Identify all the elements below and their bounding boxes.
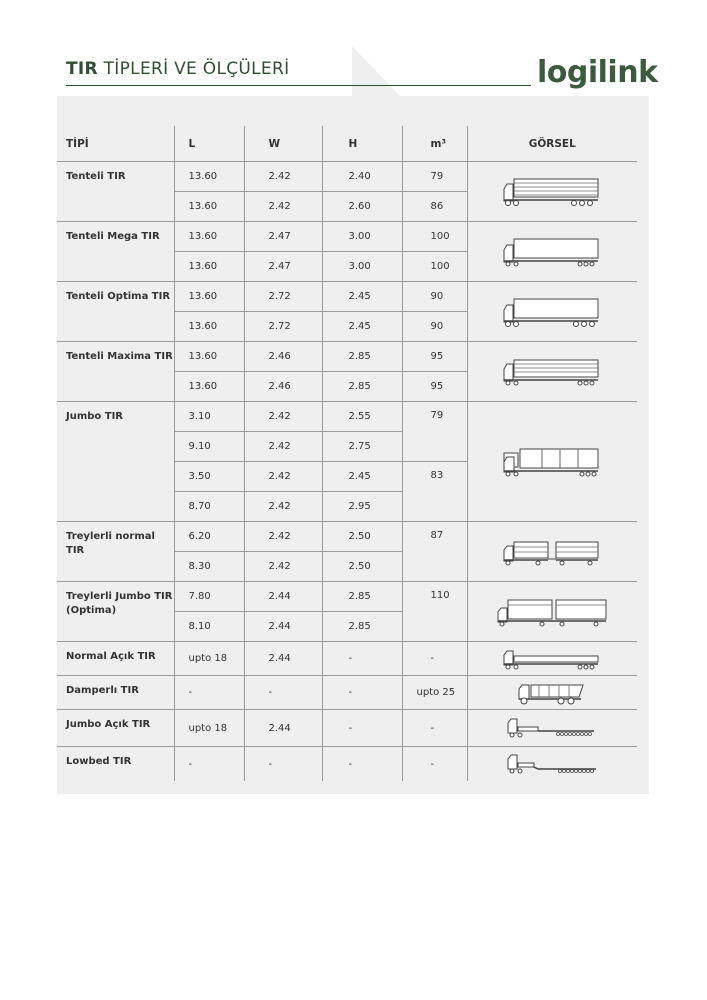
cell-w: 2.47 (244, 252, 322, 282)
col-header-volume: m³ (402, 126, 467, 162)
cell-h: - (322, 710, 402, 747)
maxima-trailer-truck-icon (467, 342, 637, 402)
table-header-row (57, 126, 637, 162)
cell-w: 2.42 (244, 402, 322, 432)
row-type-jumbo: Jumbo TIR (57, 402, 174, 522)
optima-trailer-truck-icon (467, 282, 637, 342)
cell-l: 13.60 (174, 282, 244, 312)
table-row (57, 522, 637, 552)
row-type-damperli: Damperlı TIR (57, 676, 174, 710)
cell-w: 2.72 (244, 282, 322, 312)
cell-m3: - (402, 747, 467, 782)
cell-m3: upto 25 (402, 676, 467, 710)
truck-with-trailer-icon (467, 522, 637, 582)
cell-m3: 86 (402, 192, 467, 222)
col-header-height: H (322, 126, 402, 162)
cell-l: 13.60 (174, 162, 244, 192)
row-type-optima: Tenteli Optima TIR (57, 282, 174, 342)
table-row (57, 642, 637, 676)
cell-w: 2.44 (244, 582, 322, 612)
lowbed-trailer-icon (467, 747, 637, 782)
cell-l: 13.60 (174, 312, 244, 342)
jumbo-open-trailer-icon (467, 710, 637, 747)
cell-w: 2.46 (244, 372, 322, 402)
row-type-lowbed: Lowbed TIR (57, 747, 174, 782)
col-header-type: TİPİ (57, 126, 174, 162)
cell-h: 3.00 (322, 222, 402, 252)
cell-w: - (244, 676, 322, 710)
title-underline (66, 85, 531, 86)
cell-l: 6.20 (174, 522, 244, 552)
curtain-trailer-truck-icon (467, 162, 637, 222)
cell-l: 13.60 (174, 342, 244, 372)
tir-types-table (57, 126, 637, 781)
cell-h: 3.00 (322, 252, 402, 282)
cell-w: 2.44 (244, 710, 322, 747)
row-type-treyler-jumbo (57, 582, 174, 642)
cell-m3: 79 (402, 162, 467, 192)
cell-l: 3.50 (174, 462, 244, 492)
cell-h: - (322, 642, 402, 676)
cell-m3: 90 (402, 312, 467, 342)
row-type-maxima: Tenteli Maxima TIR (57, 342, 174, 402)
row-type-sublabel: (Optima) (66, 605, 117, 616)
cell-w: 2.44 (244, 642, 322, 676)
cell-l: - (174, 747, 244, 782)
cell-w: 2.42 (244, 432, 322, 462)
cell-m3: 95 (402, 342, 467, 372)
cell-h: 2.85 (322, 582, 402, 612)
cell-w: 2.42 (244, 522, 322, 552)
cell-m3: 83 (402, 462, 467, 522)
table-row (57, 222, 637, 252)
row-type-jumbo-acik: Jumbo Açık TIR (57, 710, 174, 747)
cell-w: 2.42 (244, 162, 322, 192)
cell-h: 2.55 (322, 402, 402, 432)
row-type-treyler: Treylerli normal TIR (57, 522, 174, 582)
cell-m3: 95 (402, 372, 467, 402)
cell-w: - (244, 747, 322, 782)
cell-l: 7.80 (174, 582, 244, 612)
cell-h: 2.95 (322, 492, 402, 522)
jumbo-truck-with-trailer-icon (467, 582, 637, 642)
cell-m3: 90 (402, 282, 467, 312)
cell-l: 3.10 (174, 402, 244, 432)
cell-l: 9.10 (174, 432, 244, 462)
cell-w: 2.42 (244, 552, 322, 582)
table-row (57, 402, 637, 432)
cell-m3: 110 (402, 582, 467, 642)
col-header-width: W (244, 126, 322, 162)
cell-m3: 100 (402, 252, 467, 282)
cell-h: 2.50 (322, 522, 402, 552)
cell-m3: - (402, 710, 467, 747)
table-row (57, 582, 637, 612)
cell-w: 2.72 (244, 312, 322, 342)
table-row (57, 162, 637, 192)
cell-h: 2.45 (322, 312, 402, 342)
cell-l: 13.60 (174, 192, 244, 222)
cell-l: 8.70 (174, 492, 244, 522)
cell-w: 2.47 (244, 222, 322, 252)
mega-trailer-truck-icon (467, 222, 637, 282)
table-row (57, 342, 637, 372)
table-row (57, 710, 637, 747)
cell-h: 2.60 (322, 192, 402, 222)
jumbo-truck-icon (467, 402, 637, 522)
cell-h: - (322, 676, 402, 710)
cell-w: 2.42 (244, 462, 322, 492)
open-trailer-truck-icon (467, 642, 637, 676)
cell-h: 2.50 (322, 552, 402, 582)
col-header-visual: GÖRSEL (467, 126, 637, 162)
table-row (57, 747, 637, 782)
cell-h: - (322, 747, 402, 782)
cell-h: 2.40 (322, 162, 402, 192)
table-row (57, 282, 637, 312)
cell-h: 2.85 (322, 342, 402, 372)
cell-l: upto 18 (174, 642, 244, 676)
cell-l: 13.60 (174, 252, 244, 282)
cell-l: 13.60 (174, 222, 244, 252)
cell-l: upto 18 (174, 710, 244, 747)
cell-m3: 79 (402, 402, 467, 462)
cell-m3: - (402, 642, 467, 676)
table-row (57, 676, 637, 710)
row-type-normal-acik: Normal Açık TIR (57, 642, 174, 676)
page-title: TIR TİPLERİ VE ÖLÇÜLERİ (66, 59, 290, 79)
cell-h: 2.85 (322, 372, 402, 402)
dump-truck-icon (467, 676, 637, 710)
cell-m3: 100 (402, 222, 467, 252)
logilink-logo: logilink (537, 55, 658, 90)
cell-m3: 87 (402, 522, 467, 582)
row-type-label: Treylerli Jumbo TIR (66, 591, 173, 602)
cell-h: 2.45 (322, 282, 402, 312)
cell-w: 2.46 (244, 342, 322, 372)
row-type-tenteli: Tenteli TIR (66, 171, 126, 182)
cell-l: - (174, 676, 244, 710)
cell-w: 2.42 (244, 492, 322, 522)
cell-w: 2.42 (244, 192, 322, 222)
cell-h: 2.85 (322, 612, 402, 642)
cell-l: 8.10 (174, 612, 244, 642)
cell-l: 13.60 (174, 372, 244, 402)
cell-l: 8.30 (174, 552, 244, 582)
col-header-length: L (174, 126, 244, 162)
cell-h: 2.45 (322, 462, 402, 492)
cell-h: 2.75 (322, 432, 402, 462)
row-type-mega: Tenteli Mega TIR (57, 222, 174, 282)
cell-w: 2.44 (244, 612, 322, 642)
